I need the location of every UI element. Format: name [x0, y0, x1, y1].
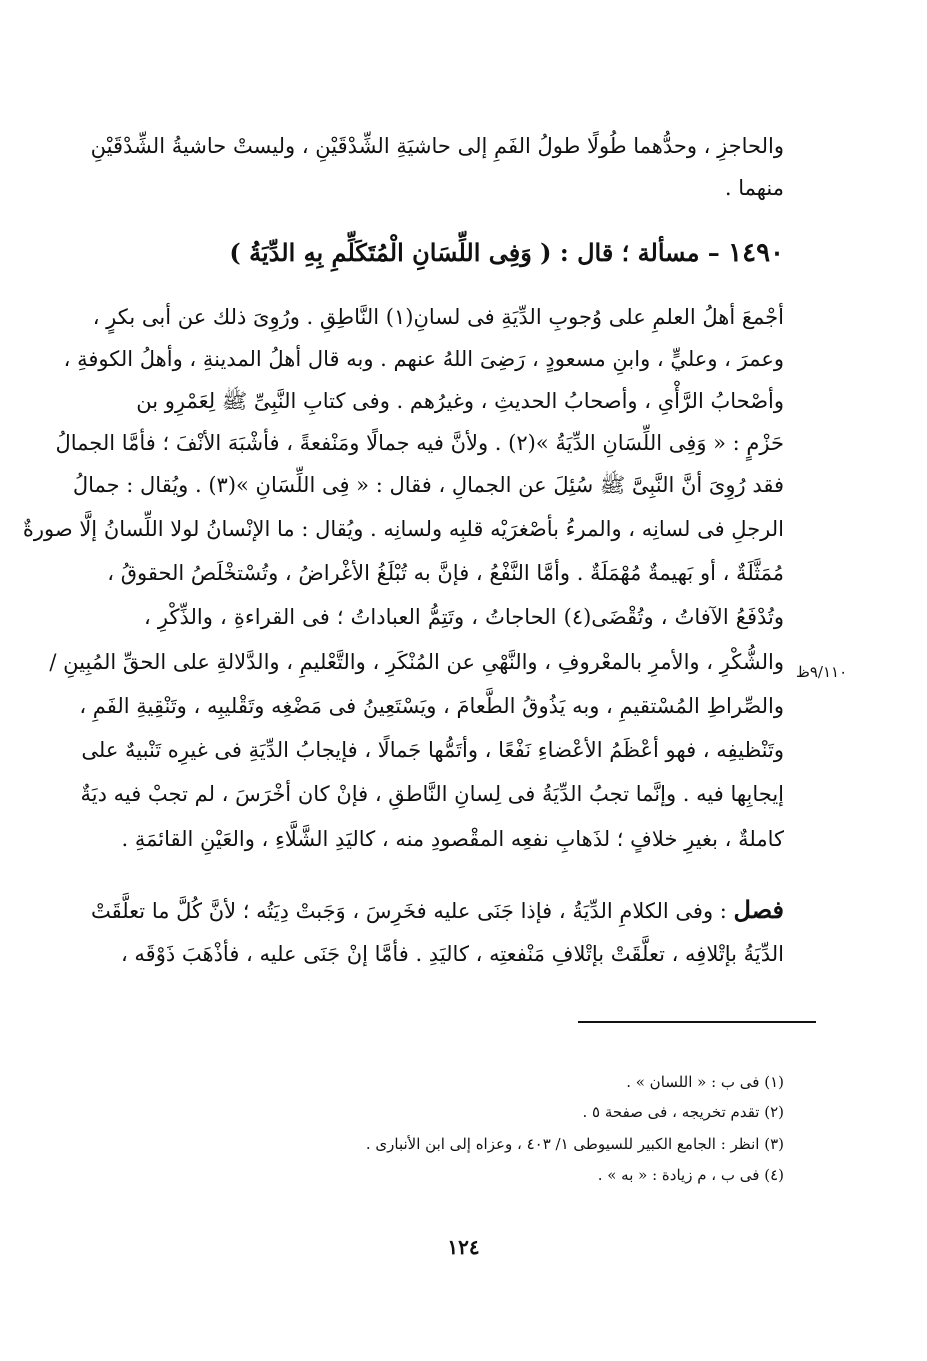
text-line: كاملةٌ ، بغيرِ خلافٍ ؛ لذَهابِ نفعِه المقْصودِ منه ، كاليَدِ الشَّلَّاءِ ، والعَيْنِ القائمَةِ . — [121, 827, 784, 851]
text-line: حَزْمٍ : « وَفِى اللِّسَانِ الدِّيَةُ »(٢) . ولأنَّ فيه جمالًا ومَنْفعةً ، فأشْبَهَ الأنْفَ ؛ فأمَّا الجمالُ — [55, 431, 784, 455]
text-line: إيجابِها فيه . وإنَّما تجبُ الدِّيَةُ فى لِسانِ النَّاطقِ ، فإنْ كان أخْرَسَ ، لم تجبْ فيه ديَةٌ — [80, 782, 784, 806]
text-line: والحاجزِ ، وحدُّهما طُولًا طولُ الفَمِ إلى حاشيَةِ الشِّدْقَيْنِ ، وليستْ حاشيةُ الشِّدْقَيْنِ — [90, 134, 784, 158]
text-line: وتَنْظيفِه ، فهو أعْظَمُ الأعْضاءِ نَفْعًا ، وأتَمُّها جَمالًا ، فإيجابُ الدِّيَةِ فى غيرِه تَنْبيهٌ على — [81, 738, 784, 762]
section-number: ١٤٩٠ — [728, 238, 784, 268]
footnote: (٣) انظر : الجامع الكبير للسيوطى ١/ ٤٠٣ ، وعزاه إلى ابن الأنبارى . — [365, 1135, 784, 1153]
text-line: والشُّكْرِ ، والأمرِ بالمعْروفِ ، والنَّهْىِ عن المُنْكَرِ ، والتَّعْليمِ ، والدَّلالةِ على الحقِّ المُبِينِ / — [49, 650, 784, 674]
section-heading — [144, 238, 784, 268]
text-line: مُمَثَّلَةٌ ، أو بَهيمةٌ مُهْمَلَةٌ . وأمَّا النَّفْعُ ، فإنَّ به تُبْلَغُ الأغْراضُ ، وتُسْتخْلَصُ الحقوقُ ، — [107, 561, 784, 585]
text-line: وأصْحابُ الرَّأْىِ ، وأصحابُ الحديثِ ، وغيرُهم . وفى كتابِ النَّبِىِّ ﷺ لِعَمْرِو بن — [136, 389, 784, 413]
text-line: والصِّراطِ المُسْتقيمِ ، وبه يَذُوقُ الطَّعامَ ، ويَسْتَعِينُ فى مَضْغِه وتَقْليبِه ، وتَنْقِيةِ الفَمِ ، — [79, 694, 784, 718]
footnote-separator — [578, 1021, 816, 1023]
text-line: الرجلِ فى لسانِه ، والمرءُ بأصْغرَيْه قلبِه ولسانِه . ويُقال : ما الإنْسانُ لولا اللِّسانُ إلَّا صورةٌ — [22, 517, 784, 541]
text-line: منهما . — [724, 176, 784, 200]
fasl-label: فصل — [733, 895, 784, 924]
footnote: (٢) تقدم تخريجه ، فى صفحة ٥ . — [582, 1103, 784, 1121]
section-heading-text: – مسألة ؛ قال : ( وَفِى اللِّسَانِ الْمُتَكَلِّمِ بِهِ الدِّيَةُ ) — [229, 238, 720, 267]
text-line: وعمرَ ، وعليٍّ ، وابنِ مسعودٍ ، رَضِىَ اللهُ عنهم . وبه قال أهلُ المدينةِ ، وأهلُ الكوفةِ ، — [63, 347, 784, 371]
fasl-text: : وفى الكلامِ الدِّيَةُ ، فإذا جَنَى عليه فخَرِسَ ، وَجَبتْ دِيَتُه ؛ لأنَّ كُلَّ ما تعلَّقَتْ — [90, 899, 727, 923]
text-line: فقد رُوِىَ أنَّ النَّبِىَّ ﷺ سُئِلَ عن الجمالِ ، فقال : « فِى اللِّسَانِ »(٣) . ويُقال : جمالُ — [72, 473, 784, 497]
margin-folio-note: ٩/١١٠ظ — [796, 663, 848, 681]
page-number: ١٢٤ — [447, 1235, 480, 1259]
footnote: (١) فى ب : « اللسان » . — [626, 1073, 784, 1091]
text-line: أجْمعَ أهلُ العلمِ على وُجوبِ الدِّيَةِ فى لسانِ(١) النَّاطِقِ . ورُوِىَ ذلك عن أبى بكرٍ ، — [92, 305, 784, 329]
text-line: وتُدْفَعُ الآفاتُ ، وتُقْضَى(٤) الحاجاتُ ، وتَتِمُّ العباداتُ ؛ فى القراءةِ ، والذِّكْرِ ، — [144, 605, 785, 629]
fasl-line — [90, 889, 784, 932]
footnote: (٤) فى ب ، م زيادة : « به » . — [597, 1166, 784, 1184]
text-line: الدِّيَةُ بإتْلافِه ، تعلَّقَتْ بإتْلافِ مَنْفعتِه ، كاليَدِ . فأمَّا إنْ جَنَى عليه ، فأذْهَبَ ذَوْقَه ، — [120, 942, 784, 966]
